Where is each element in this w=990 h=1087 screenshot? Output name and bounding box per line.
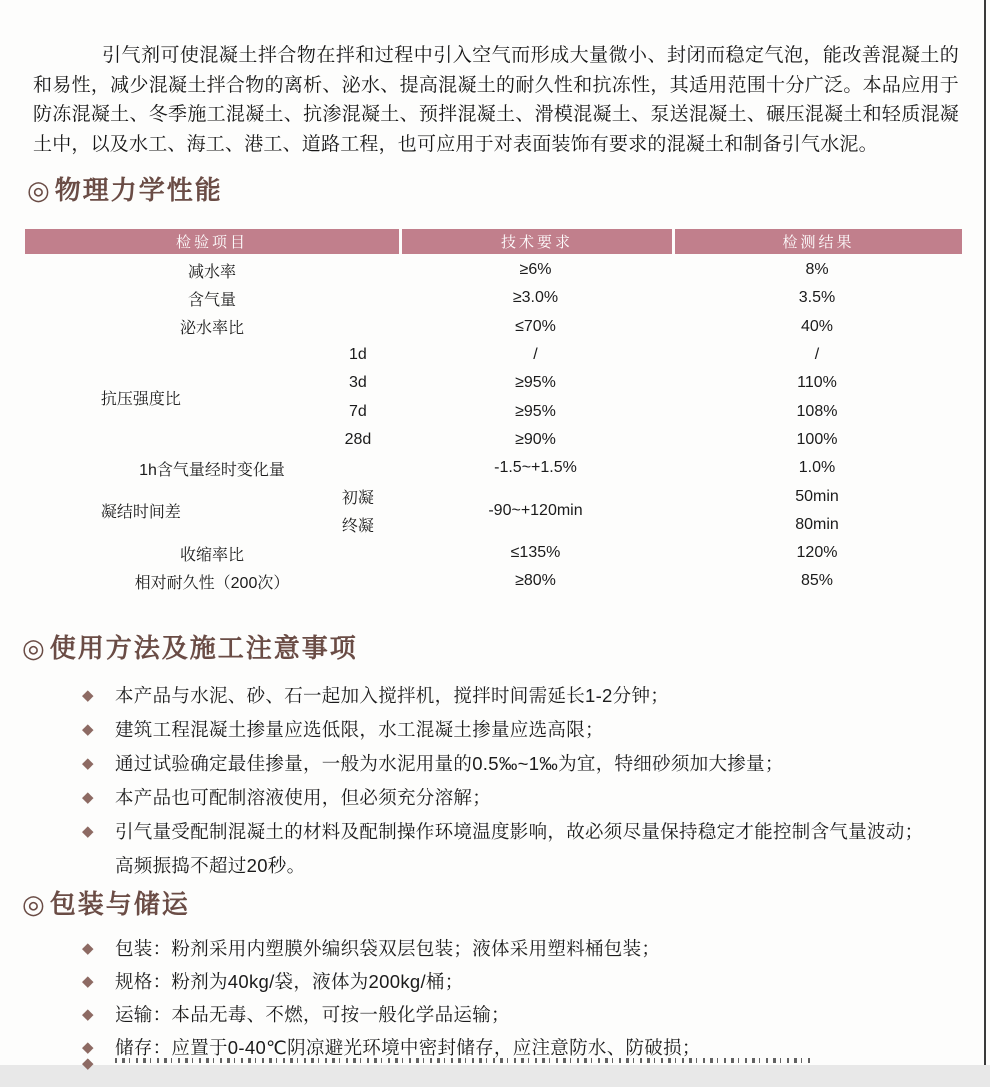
bullet-text: 本产品也可配制溶液使用，但必须充分溶解； <box>115 787 492 808</box>
table-cell-req: -1.5~+1.5% <box>494 459 577 477</box>
table-result-stack <box>672 341 962 454</box>
bullet-list-packaging <box>82 931 962 1063</box>
page-edge-line <box>984 0 986 1065</box>
bullet-diamond-icon: ◆ <box>82 755 94 772</box>
table-cell-req: -90~+120min <box>488 501 583 519</box>
table-sub-labels <box>257 482 399 539</box>
table-group-label: 凝结时间差 <box>100 504 181 522</box>
bullet-text: 引气量受配制混凝土的材料及配制操作环境温度影响，故必须尽量保持稳定才能控制含气量波动； <box>115 821 924 842</box>
bullet-item <box>82 780 962 814</box>
bullet-diamond-icon: ◆ <box>82 1055 94 1072</box>
bullet-text: 高频振捣不超过20秒。 <box>115 855 306 876</box>
section-marker-icon: ◎ <box>22 889 45 919</box>
table-req-stack <box>399 341 672 454</box>
cutoff-line <box>82 1055 942 1072</box>
bullet-item <box>82 964 962 997</box>
table-cell-item: 1h含气量经时变化量 <box>139 461 285 479</box>
table-cell-item: 收缩率比 <box>179 546 244 564</box>
section-title-text: 包装与储运 <box>49 889 190 919</box>
table-cell-result: 110% <box>797 374 837 392</box>
table-cell-result: 3.5% <box>798 289 836 307</box>
bullet-text: 建筑工程混凝土掺量应选低限，水工混凝土掺量应选高限； <box>115 719 604 740</box>
bullet-text: 通过试验确定最佳掺量，一般为水泥用量的0.5‰~1‰为宜，特细砂须加大掺量； <box>115 753 784 774</box>
table-header-cell: 技术要求 <box>402 229 672 254</box>
table-cell-req: ≥95% <box>515 402 556 420</box>
table-cell-result: 1.0% <box>798 459 836 477</box>
bullet-diamond-icon: ◆ <box>82 1005 94 1023</box>
table-cell-item: 减水率 <box>187 263 236 281</box>
table-group-label: 抗压强度比 <box>100 390 181 408</box>
table-cell-result: 120% <box>796 544 838 562</box>
table-cell-result: 108% <box>796 402 838 420</box>
bullet-diamond-icon: ◆ <box>82 939 94 957</box>
bullet-item <box>82 712 962 746</box>
bullet-text: 运输：本品无毒、不燃，可按一般化学品运输； <box>115 1003 510 1025</box>
bullet-diamond-icon: ◆ <box>82 721 94 738</box>
section-title-usage <box>22 628 358 665</box>
table-row <box>25 313 962 341</box>
table-cell-item: 含气量 <box>187 291 236 309</box>
bullet-text: 储存：应置于0-40℃阴凉避光环境中密封储存，应注意防水、防破损； <box>115 1036 701 1058</box>
table-header-row <box>25 229 962 254</box>
table-sub-label: 1d <box>349 346 367 364</box>
table-row <box>25 341 962 454</box>
table-sub-label: 终凝 <box>341 518 374 536</box>
table-cell-item: 相对耐久性（200次） <box>134 574 290 592</box>
bullet-list-usage <box>82 678 962 882</box>
table-cell-item: 泌水率比 <box>179 320 244 338</box>
bullet-diamond-icon: ◆ <box>82 789 94 806</box>
performance-table <box>25 229 962 596</box>
table-cell-req: ≤135% <box>510 544 561 562</box>
bullet-diamond-icon: ◆ <box>82 687 94 704</box>
bullet-text: 规格：粉剂为40kg/袋，液体为200kg/桶； <box>115 970 464 992</box>
table-cell-req: / <box>533 346 538 364</box>
bullet-continuation <box>82 848 962 882</box>
section-title-packaging <box>22 884 190 921</box>
table-cell-req: ≤70% <box>515 317 556 335</box>
table-cell-req: ≥90% <box>515 430 556 448</box>
section-title-performance <box>27 170 223 207</box>
section-marker-icon: ◎ <box>27 175 50 205</box>
table-header-cell: 检验项目 <box>25 229 399 254</box>
section-title-text: 物理力学性能 <box>54 175 223 205</box>
table-cell-req: ≥95% <box>515 374 556 392</box>
table-cell-result: 100% <box>796 430 838 448</box>
table-sub-labels <box>257 341 399 454</box>
bullet-item <box>82 931 962 964</box>
table-cell-result: / <box>814 346 820 364</box>
section-title-text: 使用方法及施工注意事项 <box>49 633 358 663</box>
table-row <box>25 567 962 595</box>
table-row <box>25 539 962 567</box>
bullet-diamond-icon: ◆ <box>82 823 94 840</box>
performance-table-body <box>25 254 962 596</box>
table-cell-result: 40% <box>800 317 834 335</box>
table-cell-req: ≥80% <box>515 572 556 590</box>
table-group-cell <box>25 341 399 454</box>
table-cell-req: ≥3.0% <box>512 289 559 307</box>
bullet-diamond-icon: ◆ <box>82 1038 94 1056</box>
table-cell-result: 85% <box>800 572 834 590</box>
bullet-item <box>82 997 962 1030</box>
table-cell-req: ≥6% <box>519 261 552 279</box>
bullet-item <box>82 814 962 848</box>
table-sub-label: 3d <box>349 374 367 392</box>
table-row <box>25 482 962 539</box>
table-sub-label: 初凝 <box>341 490 374 508</box>
intro-paragraph: 引气剂可使混凝土拌合物在拌和过程中引入空气而形成大量微小、封闭而稳定气泡，能改善混凝土的和易性，减少混凝土拌合物的离析、泌水、提高混凝土的耐久性和抗冻性，其适用范围十分广泛。本品应用于防冻混凝土、冬季施工混凝土、抗渗混凝土、预拌混凝土、滑模混凝土、泵送混凝土、碾压混凝土和轻质混凝土中，以及水工、海工、港工、道路工程，也可应用于对表面装饰有要求的混凝土和制备引气水泥。 <box>33 45 959 155</box>
table-cell-result: 50min <box>795 487 839 505</box>
table-result-stack <box>672 482 962 539</box>
table-header-cell: 检测结果 <box>675 229 962 254</box>
bullet-diamond-icon: ◆ <box>82 972 94 990</box>
table-cell-result: 8% <box>805 261 829 279</box>
bullet-item <box>82 746 962 780</box>
table-sub-label: 7d <box>349 402 367 420</box>
table-row <box>25 454 962 482</box>
table-sub-label: 28d <box>344 430 372 448</box>
table-group-cell <box>25 482 399 539</box>
table-cell-result: 80min <box>795 515 839 533</box>
table-row <box>25 284 962 312</box>
bullet-item <box>82 678 962 712</box>
section-marker-icon: ◎ <box>22 633 45 663</box>
bullet-text: 包装：粉剂采用内塑膜外编织袋双层包装；液体采用塑料桶包装； <box>115 937 661 959</box>
bullet-text: 本产品与水泥、砂、石一起加入搅拌机，搅拌时间需延长1-2分钟； <box>115 685 670 706</box>
table-row <box>25 256 962 284</box>
cutoff-text-fragment <box>115 1058 815 1063</box>
